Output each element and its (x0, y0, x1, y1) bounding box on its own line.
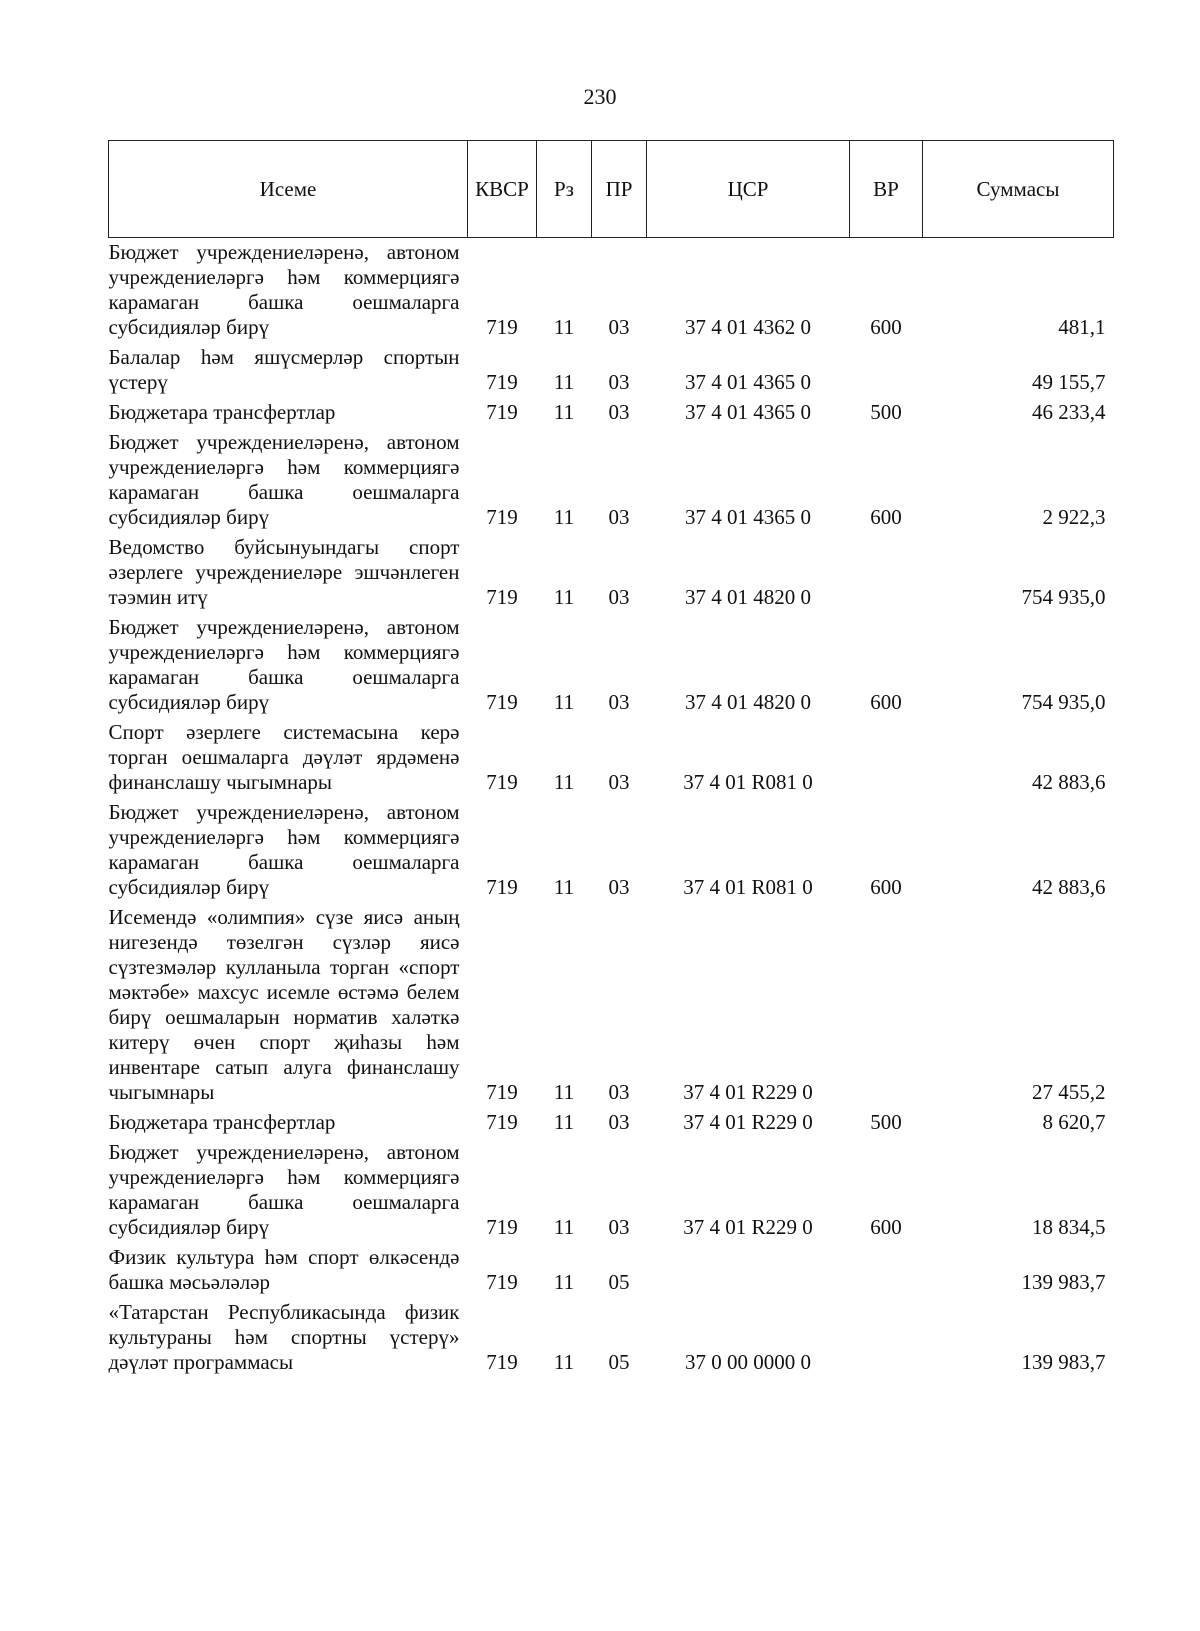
cell-pr: 03 (608, 585, 630, 609)
cell-name: Бюджет учреждениеләренә, автоном учреждениеләргә һәм коммерциягә карамаган башка оешмаларга субсидияләр бирү (108, 615, 460, 714)
cell-sum: 139 983,7 (1021, 1270, 1106, 1294)
table-row (109, 613, 1114, 718)
cell-kvsr: 719 (486, 770, 518, 794)
cell-sum: 8 620,7 (1042, 1110, 1106, 1134)
cell-vr (850, 718, 923, 798)
cell-name: Спорт әзерлеге системасына керә торган оешмаларга дәүләт ярдәменә финанслашу чыгымнары (108, 720, 460, 794)
cell-sum: 18 834,5 (1032, 1215, 1106, 1239)
cell-pr: 03 (608, 1080, 630, 1104)
cell-pr: 05 (608, 1270, 630, 1294)
page-number: 230 (583, 84, 617, 109)
cell-kvsr: 719 (486, 1080, 518, 1104)
cell-rz: 11 (553, 1270, 575, 1294)
table-row (109, 1138, 1114, 1243)
table-row (109, 1298, 1114, 1378)
cell-vr: 500 (870, 1110, 902, 1134)
table-row (109, 1243, 1114, 1298)
cell-name: «Татарстан Республикасында физик культураны һәм спортны үстерү» дәүләт программасы (108, 1300, 460, 1374)
cell-name: Балалар һәм яшүсмерләр спортын үстерү (108, 345, 460, 394)
cell-rz: 11 (553, 1215, 575, 1239)
cell-kvsr: 719 (486, 1350, 518, 1374)
cell-csr: 37 4 01 4365 0 (685, 370, 811, 394)
cell-sum: 42 883,6 (1032, 875, 1106, 899)
header-pr: ПР (592, 141, 647, 238)
cell-pr: 03 (608, 875, 630, 899)
cell-kvsr: 719 (486, 1110, 518, 1134)
header-name: Исеме (109, 141, 468, 238)
cell-csr: 37 4 01 R229 0 (683, 1110, 813, 1134)
cell-rz: 11 (553, 370, 575, 394)
cell-name: Бюджет учреждениеләренә, автоном учреждениеләргә һәм коммерциягә карамаган башка оешмаларга субсидияләр бирү (108, 240, 460, 339)
cell-name: Бюджетара трансфертлар (108, 400, 336, 424)
table-row (109, 718, 1114, 798)
cell-rz: 11 (553, 505, 575, 529)
cell-sum: 49 155,7 (1032, 370, 1106, 394)
cell-name: Исемендә «олимпия» сүзе яисә аның нигезендә төзелгән сүзләр яисә сүзтезмәләр кулланыла торган «спорт мәктәбе» махсус исемле өстәмә белем бирү оешмаларын норматив халәткә китерү өчен спорт җиһазы һәм инвентаре сатып алуга финанслашу чыгымнары (108, 905, 460, 1104)
cell-rz: 11 (553, 875, 575, 899)
cell-name: Ведомство буйсынуындагы спорт әзерлеге учреждениеләре эшчәнлеген тәэмин итү (108, 535, 460, 609)
cell-rz: 11 (553, 400, 575, 424)
header-vr: ВР (850, 141, 923, 238)
cell-kvsr: 719 (486, 1270, 518, 1294)
cell-sum: 2 922,3 (1042, 505, 1106, 529)
cell-vr: 600 (870, 505, 902, 529)
cell-name: Бюджет учреждениеләренә, автоном учреждениеләргә һәм коммерциягә карамаган башка оешмаларга субсидияләр бирү (108, 430, 460, 529)
cell-sum: 42 883,6 (1032, 770, 1106, 794)
cell-vr: 600 (870, 1215, 902, 1239)
cell-rz: 11 (553, 770, 575, 794)
cell-pr: 05 (608, 1350, 630, 1374)
cell-name: Бюджет учреждениеләренә, автоном учреждениеләргә һәм коммерциягә карамаган башка оешмаларга субсидияләр бирү (108, 1140, 460, 1239)
cell-csr: 37 0 00 0000 0 (685, 1350, 811, 1374)
cell-sum: 46 233,4 (1032, 400, 1106, 424)
cell-name: Бюджет учреждениеләренә, автоном учреждениеләргә һәм коммерциягә карамаган башка оешмаларга субсидияләр бирү (108, 800, 460, 899)
cell-pr: 03 (608, 505, 630, 529)
cell-kvsr: 719 (486, 370, 518, 394)
cell-sum: 754 935,0 (1021, 585, 1106, 609)
cell-rz: 11 (553, 1080, 575, 1104)
cell-sum: 754 935,0 (1021, 690, 1106, 714)
cell-name: Физик культура һәм спорт өлкәсендә башка мәсьәләләр (108, 1245, 460, 1294)
cell-vr (850, 1298, 923, 1378)
table-row (109, 533, 1114, 613)
cell-csr: 37 4 01 R081 0 (683, 770, 813, 794)
header-sum: Суммасы (923, 141, 1114, 238)
cell-kvsr: 719 (486, 315, 518, 339)
cell-pr: 03 (608, 315, 630, 339)
cell-kvsr: 719 (486, 1215, 518, 1239)
cell-csr: 37 4 01 4820 0 (685, 585, 811, 609)
cell-kvsr: 719 (486, 505, 518, 529)
table-row (109, 1108, 1114, 1138)
cell-vr: 600 (870, 875, 902, 899)
cell-vr (850, 1243, 923, 1298)
budget-table (108, 140, 1114, 1378)
cell-csr: 37 4 01 R081 0 (683, 875, 813, 899)
cell-pr: 03 (608, 770, 630, 794)
table-row (109, 798, 1114, 903)
cell-rz: 11 (553, 1350, 575, 1374)
cell-pr: 03 (608, 370, 630, 394)
cell-vr (850, 533, 923, 613)
table-row (109, 238, 1114, 344)
cell-csr: 37 4 01 4365 0 (685, 505, 811, 529)
cell-sum: 139 983,7 (1021, 1350, 1106, 1374)
header-kvsr: КВСР (468, 141, 537, 238)
cell-vr (850, 343, 923, 398)
cell-kvsr: 719 (486, 400, 518, 424)
cell-rz: 11 (553, 585, 575, 609)
table-body (109, 238, 1114, 1379)
cell-pr: 03 (608, 400, 630, 424)
cell-rz: 11 (553, 690, 575, 714)
cell-rz: 11 (553, 1110, 575, 1134)
header-csr: ЦСР (647, 141, 850, 238)
cell-vr (850, 903, 923, 1108)
cell-kvsr: 719 (486, 690, 518, 714)
table-row (109, 398, 1114, 428)
cell-pr: 03 (608, 1110, 630, 1134)
cell-vr: 600 (870, 315, 902, 339)
cell-csr: 37 4 01 4365 0 (685, 400, 811, 424)
cell-kvsr: 719 (486, 875, 518, 899)
table-row (109, 903, 1114, 1108)
cell-name: Бюджетара трансфертлар (108, 1110, 336, 1134)
cell-csr: 37 4 01 R229 0 (683, 1080, 813, 1104)
cell-pr: 03 (608, 690, 630, 714)
cell-vr: 600 (870, 690, 902, 714)
cell-pr: 03 (608, 1215, 630, 1239)
cell-csr: 37 4 01 R229 0 (683, 1215, 813, 1239)
table-header (109, 141, 1114, 238)
cell-kvsr: 719 (486, 585, 518, 609)
cell-sum: 481,1 (1058, 315, 1106, 339)
table-row (109, 428, 1114, 533)
cell-rz: 11 (553, 315, 575, 339)
cell-csr: 37 4 01 4820 0 (685, 690, 811, 714)
cell-csr: 37 4 01 4362 0 (685, 315, 811, 339)
cell-sum: 27 455,2 (1032, 1080, 1106, 1104)
header-rz: Рз (537, 141, 592, 238)
cell-csr (647, 1243, 850, 1298)
table-row (109, 343, 1114, 398)
cell-vr: 500 (870, 400, 902, 424)
